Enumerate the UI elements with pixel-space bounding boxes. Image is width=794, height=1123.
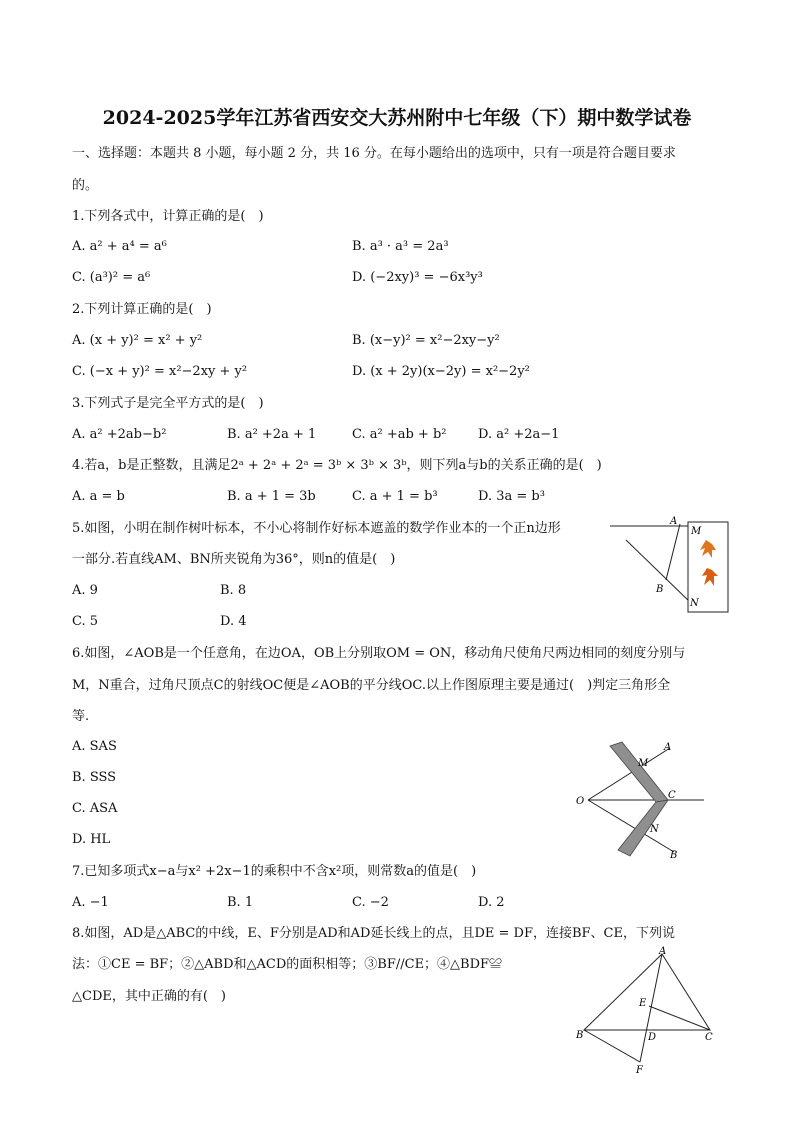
q5-label-n: N [690, 598, 699, 609]
exam-title: 2024-2025学年江苏省西安交大苏州附中七年级（下）期中数学试卷 [102, 107, 692, 129]
q6-label-a: A [664, 742, 672, 753]
q8-stem-line3: △CDE，其中正确的有( ) [72, 989, 227, 1004]
q7-option-b: B. 1 [227, 895, 254, 910]
q3-option-a: A. a² +2ab−b² [72, 427, 167, 442]
section-heading-line2: 的。 [72, 178, 99, 193]
q4-option-c: C. a + 1 = b³ [352, 489, 438, 504]
q1-option-a: A. a² + a⁴ = a⁶ [72, 239, 167, 254]
q3-option-d: D. a² +2a−1 [478, 427, 560, 442]
q2-option-a: A. (x + y)² = x² + y² [72, 333, 203, 348]
q6-square-arm-top [610, 742, 668, 802]
q5-option-b: B. 8 [220, 583, 247, 598]
q4-option-d: D. 3a = b³ [478, 489, 545, 504]
q1-option-c: C. (a³)² = a⁶ [72, 270, 151, 285]
q3-option-b: B. a² +2a + 1 [227, 427, 317, 442]
q3-option-c: C. a² +ab + b² [352, 427, 447, 442]
q8-triangle-abc [584, 954, 710, 1030]
q6-square-arm-bottom [618, 800, 668, 856]
q6-stem-line3: 等. [72, 709, 90, 724]
q5-label-b: B [656, 584, 664, 595]
q8-stem-line2: 法：①CE = BF；②△ABD和△ACD的面积相等；③BF//CE；④△BDF≌ [72, 957, 503, 972]
q7-option-d: D. 2 [478, 895, 505, 910]
q4-stem: 4.若a，b是正整数，且满足2ᵃ + 2ᵃ + 2ᵃ = 3ᵇ × 3ᵇ × 3ᵇ，则下列a与b的关系正确的是( ) [72, 458, 602, 473]
q3-stem: 3.下列式子是完全平方式的是( ) [72, 396, 264, 411]
section-heading-line1: 一、选择题：本题共 8 小题，每小题 2 分，共 16 分。在每小题给出的选项中，只有一项是符合题目要求 [72, 146, 676, 161]
q2-option-c: C. (−x + y)² = x²−2xy + y² [72, 364, 248, 379]
q8-figure [572, 942, 724, 1080]
q6-label-n: N [650, 824, 659, 835]
q2-stem: 2.下列计算正确的是( ) [72, 302, 212, 317]
q2-option-b: B. (x−y)² = x²−2xy−y² [352, 333, 500, 348]
q6-option-d: D. HL [72, 832, 111, 847]
q5-polygon-side [666, 524, 680, 580]
q6-label-o: O [576, 796, 585, 807]
q4-option-a: A. a = b [72, 489, 125, 504]
q5-stem-line1: 5.如图，小明在制作树叶标本，不小心将制作好标本遮盖的数学作业本的一个正n边形 [72, 521, 561, 536]
q7-option-c: C. −2 [352, 895, 389, 910]
q7-option-a: A. −1 [72, 895, 109, 910]
q5-label-m: M [691, 526, 702, 537]
q8-label-e: E [639, 998, 647, 1009]
q5-option-a: A. 9 [72, 583, 98, 598]
q6-label-c: C [668, 790, 676, 801]
q5-figure [606, 510, 734, 618]
q8-label-c: C [705, 1032, 713, 1043]
q7-stem: 7.已知多项式x−a与x² +2x−1的乘积中不含x²项，则常数a的值是( ) [72, 864, 477, 879]
q4-option-b: B. a + 1 = 3b [227, 489, 316, 504]
q5-label-a: A [670, 516, 678, 527]
q8-segment-bf [584, 1030, 640, 1062]
q6-label-m: M [638, 758, 649, 769]
q8-label-d: D [648, 1032, 657, 1043]
q6-option-a: A. SAS [72, 739, 117, 754]
q1-stem: 1.下列各式中，计算正确的是( ) [72, 209, 264, 224]
q6-option-b: B. SSS [72, 770, 117, 785]
q6-stem-line2: M，N重合，过角尺顶点C的射线OC便是∠AOB的平分线OC.以上作图原理主要是通过( )判定三角形全 [72, 678, 671, 693]
q5-stem-line2: 一部分.若直线AM、BN所夹锐角为36°，则n的值是( ) [72, 552, 396, 567]
q6-option-c: C. ASA [72, 801, 118, 816]
q8-label-f: F [636, 1065, 643, 1076]
q8-label-a: A [659, 946, 667, 957]
q5-option-c: C. 5 [72, 614, 99, 629]
q8-segment-ce [649, 1006, 710, 1030]
q1-option-b: B. a³ · a³ = 2a³ [352, 239, 449, 254]
q6-figure [570, 738, 710, 862]
q8-stem-line1: 8.如图，AD是△ABC的中线，E、F分别是AD和AD延长线上的点，且DE = DF，连接BF、CE，下列说 [72, 926, 675, 941]
q6-label-b: B [670, 850, 678, 861]
q6-stem-line1: 6.如图，∠AOB是一个任意角，在边OA，OB上分别取OM = ON，移动角尺使角尺两边相同的刻度分别与 [72, 646, 686, 661]
q2-option-d: D. (x + 2y)(x−2y) = x²−2y² [352, 364, 530, 379]
q8-label-b: B [576, 1030, 584, 1041]
q1-option-d: D. (−2xy)³ = −6x³y³ [352, 270, 483, 285]
q5-option-d: D. 4 [220, 614, 247, 629]
